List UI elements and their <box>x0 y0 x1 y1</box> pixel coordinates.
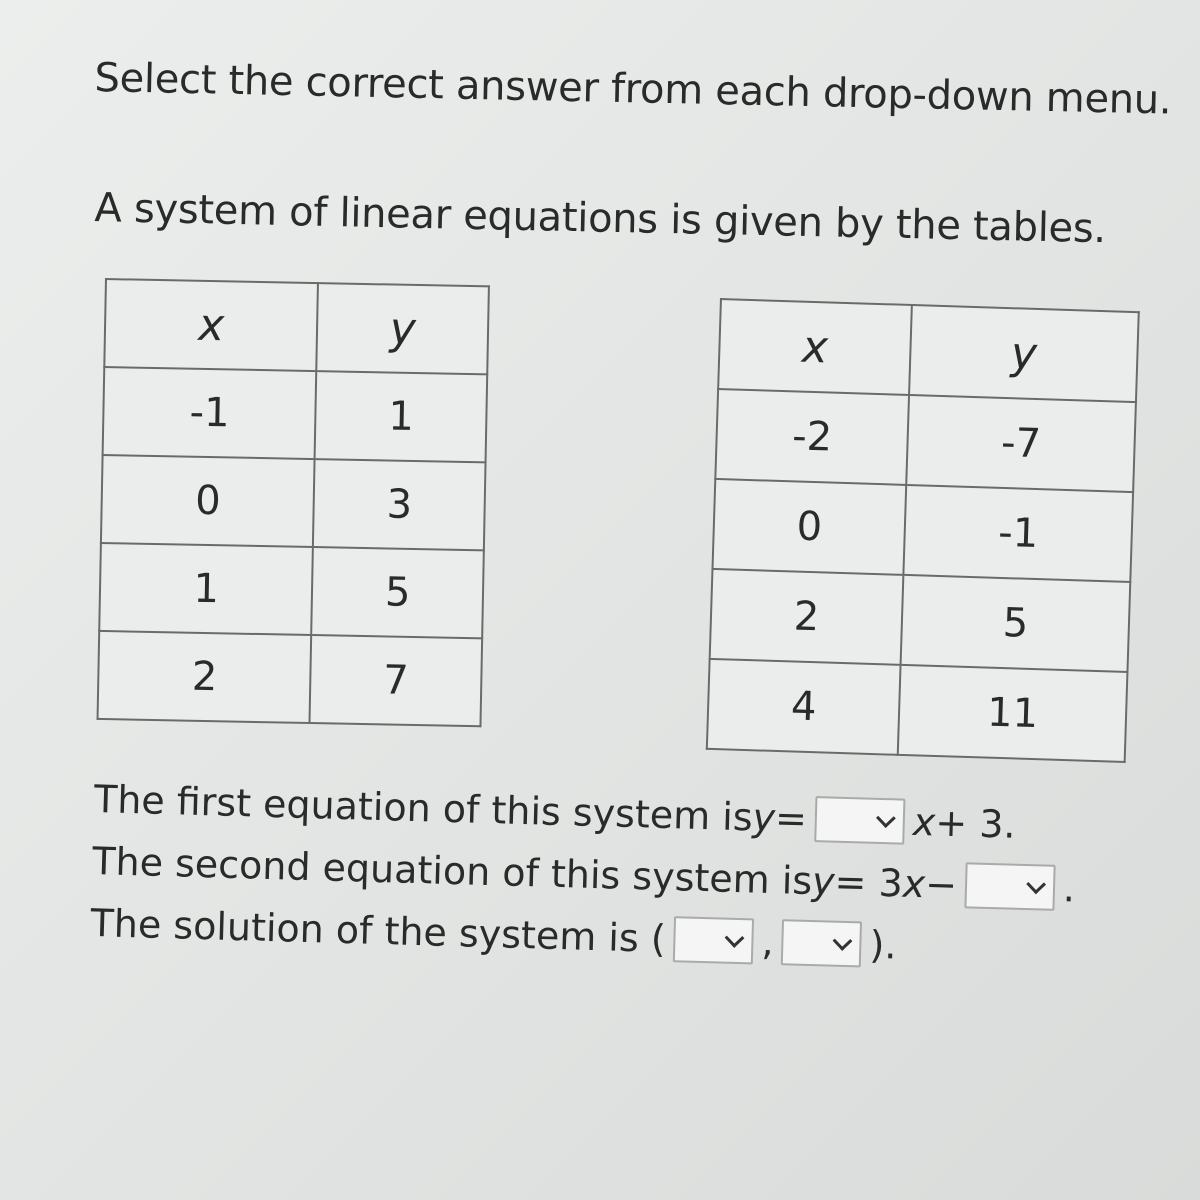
solution-x-dropdown[interactable] <box>673 916 754 964</box>
table-row <box>707 659 1128 762</box>
problem-prompt: A system of linear equations is given by the tables. <box>94 185 1107 253</box>
table-header-row <box>104 279 489 374</box>
first-equation-suffix: + 3. <box>934 800 1017 847</box>
second-equation-minus: − <box>924 862 958 908</box>
table-row <box>710 569 1131 672</box>
table-cell-y: -1 <box>903 485 1133 582</box>
table-row <box>715 389 1136 492</box>
table-cell-y: 11 <box>898 665 1128 762</box>
table-cell-y: 3 <box>313 459 485 550</box>
solution-suffix: ). <box>869 922 898 968</box>
table-header-y: y <box>909 305 1139 402</box>
table-cell-x: 1 <box>99 543 313 635</box>
solution-comma: , <box>760 919 775 965</box>
table-row <box>101 455 486 550</box>
intercept-dropdown[interactable] <box>964 862 1055 910</box>
slope-dropdown[interactable] <box>814 796 905 844</box>
table-cell-x: 0 <box>712 479 906 575</box>
question-block <box>90 768 1078 981</box>
table-cell-x: 2 <box>98 631 312 723</box>
second-equation-suffix: . <box>1062 866 1076 911</box>
table-cell-y: 1 <box>315 371 487 462</box>
first-equation-prefix: The first equation of this system is <box>93 776 754 840</box>
solution-prefix: The solution of the system is ( <box>90 900 667 961</box>
table-row <box>98 631 483 726</box>
table-row <box>103 367 488 462</box>
table-header-row <box>718 299 1139 402</box>
table-cell-x: 4 <box>707 659 901 755</box>
solution-y-dropdown[interactable] <box>781 919 862 967</box>
first-equation-var-x: x <box>912 799 937 845</box>
table-cell-y: 5 <box>312 547 484 638</box>
table-cell-y: 7 <box>310 635 482 726</box>
chevron-down-icon <box>725 928 745 948</box>
table-cell-x: 2 <box>710 569 904 665</box>
table-cell-y: 5 <box>901 575 1131 672</box>
table-header-x: x <box>718 299 912 395</box>
table-cell-x: 0 <box>101 455 315 547</box>
second-equation-prefix: The second equation of this system is <box>91 838 813 904</box>
table-cell-x: -1 <box>103 367 317 459</box>
second-equation-var-x: x <box>902 861 926 907</box>
first-equation-table <box>97 278 490 727</box>
first-equation-equals: = <box>774 796 808 841</box>
instruction-text: Select the correct answer from each drop-down menu. <box>94 55 1172 124</box>
second-equation-var-y: y <box>811 859 836 904</box>
chevron-down-icon <box>1026 874 1046 894</box>
table-header-y: y <box>317 283 489 374</box>
second-equation-equals: = 3 <box>834 859 904 906</box>
first-equation-var-y: y <box>752 795 776 841</box>
table-row <box>99 543 484 638</box>
table-cell-x: -2 <box>715 389 909 485</box>
table-row <box>712 479 1133 582</box>
table-header-x: x <box>104 279 318 371</box>
chevron-down-icon <box>876 808 896 828</box>
second-equation-table <box>706 298 1140 763</box>
chevron-down-icon <box>833 931 853 951</box>
table-cell-y: -7 <box>906 395 1136 492</box>
